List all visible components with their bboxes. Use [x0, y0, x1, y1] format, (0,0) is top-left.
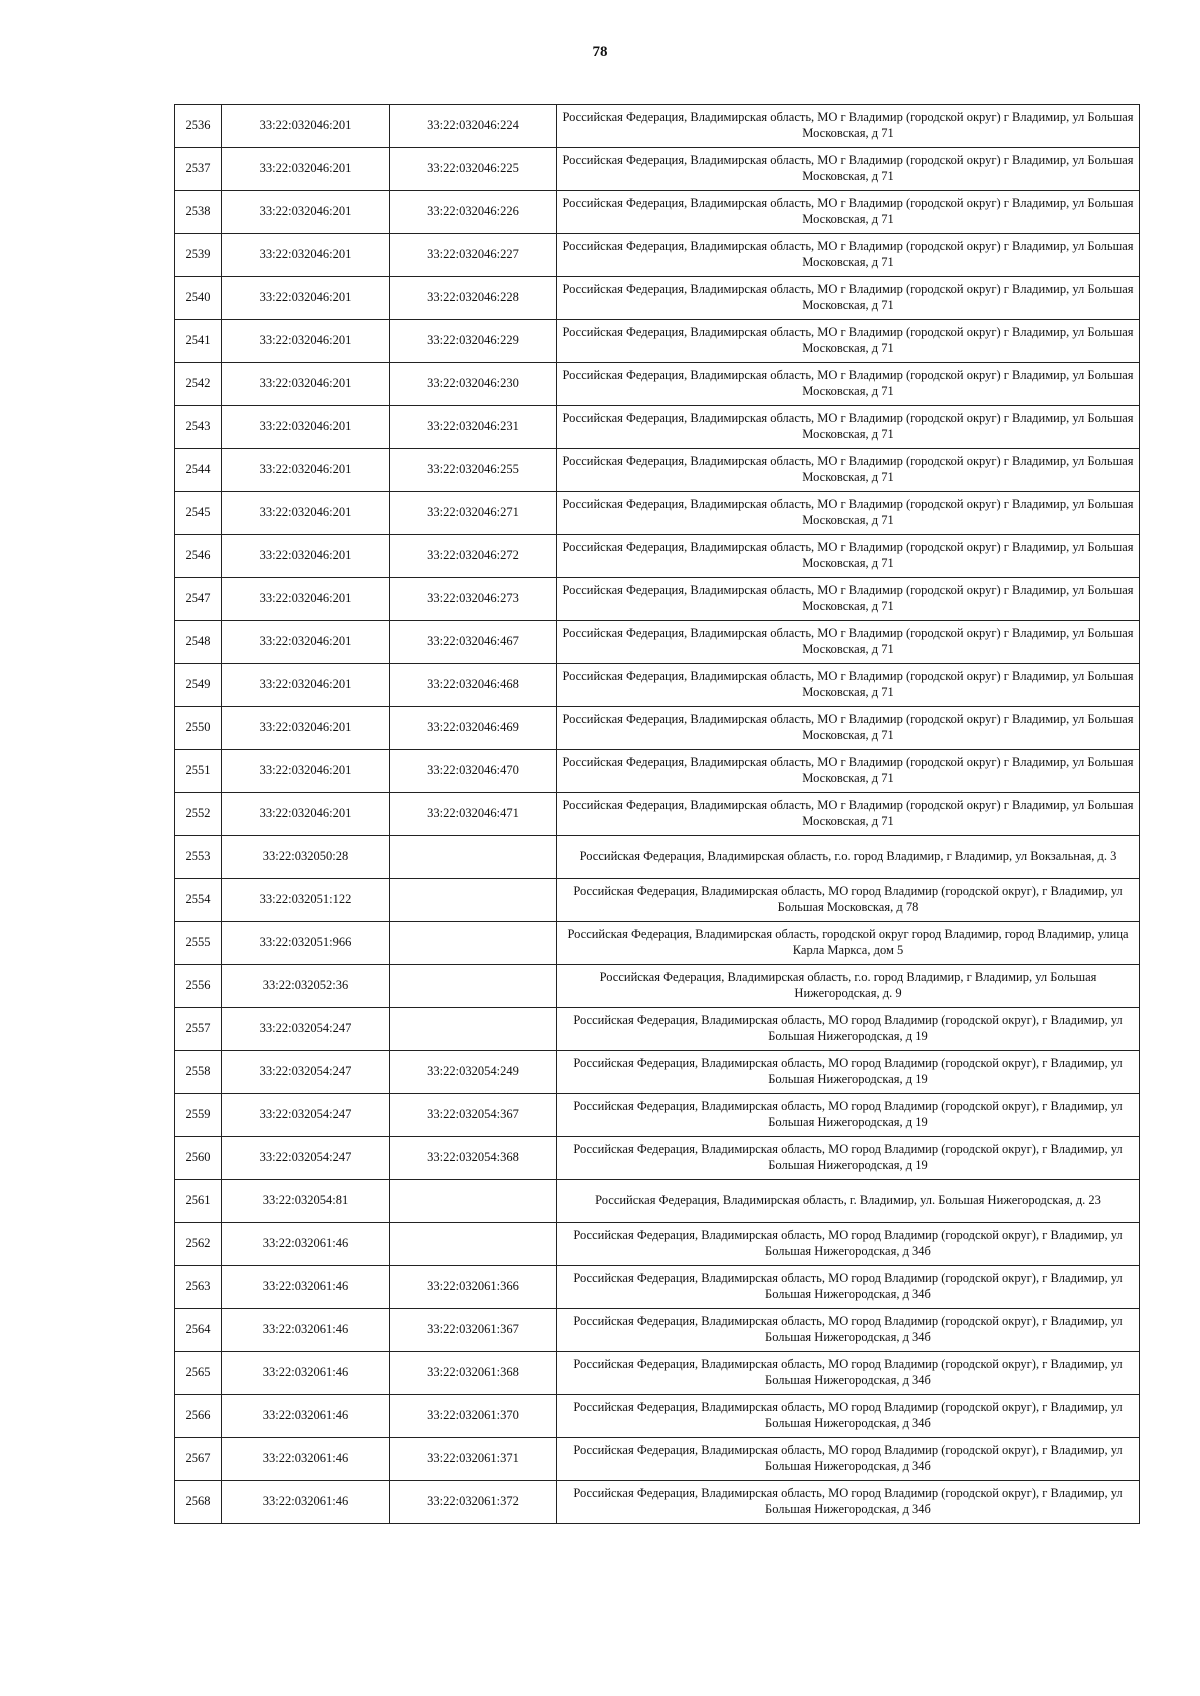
row-number: 2561 [175, 1180, 222, 1223]
table-row [175, 578, 1140, 621]
child-cadastral-number: 33:22:032054:367 [390, 1094, 557, 1137]
child-cadastral-number: 33:22:032046:271 [390, 492, 557, 535]
parent-cadastral-number: 33:22:032046:201 [222, 406, 390, 449]
address: Российская Федерация, Владимирская область, МО город Владимир (городской округ), г Владимир, ул Большая Нижегородская, д 19 [557, 1051, 1140, 1094]
address: Российская Федерация, Владимирская область, МО город Владимир (городской округ), г Владимир, ул Большая Нижегородская, д 19 [557, 1137, 1140, 1180]
child-cadastral-number [390, 965, 557, 1008]
address: Российская Федерация, Владимирская область, МО г Владимир (городской округ) г Владимир, ул Большая Московская, д 71 [557, 664, 1140, 707]
row-number: 2566 [175, 1395, 222, 1438]
address: Российская Федерация, Владимирская область, МО г Владимир (городской округ) г Владимир, ул Большая Московская, д 71 [557, 750, 1140, 793]
parent-cadastral-number: 33:22:032046:201 [222, 793, 390, 836]
row-number: 2554 [175, 879, 222, 922]
parent-cadastral-number: 33:22:032061:46 [222, 1309, 390, 1352]
row-number: 2538 [175, 191, 222, 234]
row-number: 2565 [175, 1352, 222, 1395]
child-cadastral-number: 33:22:032054:368 [390, 1137, 557, 1180]
child-cadastral-number: 33:22:032061:371 [390, 1438, 557, 1481]
table-row [175, 320, 1140, 363]
table-row [175, 105, 1140, 148]
parent-cadastral-number: 33:22:032046:201 [222, 492, 390, 535]
address: Российская Федерация, Владимирская область, МО г Владимир (городской округ) г Владимир, ул Большая Московская, д 71 [557, 191, 1140, 234]
address: Российская Федерация, Владимирская область, МО г Владимир (городской округ) г Владимир, ул Большая Московская, д 71 [557, 320, 1140, 363]
row-number: 2557 [175, 1008, 222, 1051]
row-number: 2552 [175, 793, 222, 836]
row-number: 2549 [175, 664, 222, 707]
child-cadastral-number: 33:22:032046:468 [390, 664, 557, 707]
row-number: 2564 [175, 1309, 222, 1352]
row-number: 2546 [175, 535, 222, 578]
child-cadastral-number [390, 1223, 557, 1266]
child-cadastral-number: 33:22:032061:368 [390, 1352, 557, 1395]
row-number: 2539 [175, 234, 222, 277]
parent-cadastral-number: 33:22:032054:247 [222, 1094, 390, 1137]
address: Российская Федерация, Владимирская область, г.о. город Владимир, г Владимир, ул Вокзальная, д. 3 [557, 836, 1140, 879]
table-row [175, 1051, 1140, 1094]
table-row [175, 793, 1140, 836]
page-number: 78 [592, 44, 608, 60]
address: Российская Федерация, Владимирская область, МО г Владимир (городской округ) г Владимир, ул Большая Московская, д 71 [557, 793, 1140, 836]
address: Российская Федерация, Владимирская область, МО г Владимир (городской округ) г Владимир, ул Большая Московская, д 71 [557, 148, 1140, 191]
child-cadastral-number [390, 922, 557, 965]
parent-cadastral-number: 33:22:032046:201 [222, 750, 390, 793]
table-row [175, 1438, 1140, 1481]
row-number: 2556 [175, 965, 222, 1008]
parent-cadastral-number: 33:22:032046:201 [222, 320, 390, 363]
address: Российская Федерация, Владимирская область, г.о. город Владимир, г Владимир, ул Большая Нижегородская, д. 9 [557, 965, 1140, 1008]
row-number: 2567 [175, 1438, 222, 1481]
address: Российская Федерация, Владимирская область, МО город Владимир (городской округ), г Владимир, ул Большая Нижегородская, д 34б [557, 1481, 1140, 1524]
address: Российская Федерация, Владимирская область, МО г Владимир (городской округ) г Владимир, ул Большая Московская, д 71 [557, 363, 1140, 406]
cadastral-registry-table [174, 104, 1140, 1524]
table-row [175, 922, 1140, 965]
address: Российская Федерация, Владимирская область, МО г Владимир (городской округ) г Владимир, ул Большая Московская, д 71 [557, 621, 1140, 664]
table-row [175, 1008, 1140, 1051]
row-number: 2548 [175, 621, 222, 664]
child-cadastral-number: 33:22:032046:230 [390, 363, 557, 406]
address: Российская Федерация, Владимирская область, МО г Владимир (городской округ) г Владимир, ул Большая Московская, д 71 [557, 492, 1140, 535]
parent-cadastral-number: 33:22:032061:46 [222, 1395, 390, 1438]
table-row [175, 1395, 1140, 1438]
child-cadastral-number: 33:22:032061:366 [390, 1266, 557, 1309]
parent-cadastral-number: 33:22:032046:201 [222, 363, 390, 406]
row-number: 2559 [175, 1094, 222, 1137]
address: Российская Федерация, Владимирская область, МО город Владимир (городской округ), г Владимир, ул Большая Московская, д 78 [557, 879, 1140, 922]
child-cadastral-number: 33:22:032046:467 [390, 621, 557, 664]
row-number: 2544 [175, 449, 222, 492]
row-number: 2537 [175, 148, 222, 191]
child-cadastral-number: 33:22:032061:367 [390, 1309, 557, 1352]
parent-cadastral-number: 33:22:032061:46 [222, 1438, 390, 1481]
child-cadastral-number: 33:22:032046:227 [390, 234, 557, 277]
child-cadastral-number: 33:22:032046:224 [390, 105, 557, 148]
address: Российская Федерация, Владимирская область, МО г Владимир (городской округ) г Владимир, ул Большая Московская, д 71 [557, 277, 1140, 320]
address: Российская Федерация, Владимирская область, МО г Владимир (городской округ) г Владимир, ул Большая Московская, д 71 [557, 578, 1140, 621]
table-row [175, 836, 1140, 879]
child-cadastral-number: 33:22:032061:370 [390, 1395, 557, 1438]
table-row [175, 965, 1140, 1008]
child-cadastral-number [390, 1008, 557, 1051]
address: Российская Федерация, Владимирская область, МО г Владимир (городской округ) г Владимир, ул Большая Московская, д 71 [557, 234, 1140, 277]
parent-cadastral-number: 33:22:032052:36 [222, 965, 390, 1008]
row-number: 2547 [175, 578, 222, 621]
parent-cadastral-number: 33:22:032046:201 [222, 105, 390, 148]
parent-cadastral-number: 33:22:032061:46 [222, 1266, 390, 1309]
parent-cadastral-number: 33:22:032046:201 [222, 449, 390, 492]
table-row [175, 191, 1140, 234]
row-number: 2541 [175, 320, 222, 363]
row-number: 2553 [175, 836, 222, 879]
parent-cadastral-number: 33:22:032046:201 [222, 664, 390, 707]
table-row [175, 621, 1140, 664]
parent-cadastral-number: 33:22:032046:201 [222, 148, 390, 191]
parent-cadastral-number: 33:22:032054:81 [222, 1180, 390, 1223]
registry-table-body [175, 105, 1140, 1524]
parent-cadastral-number: 33:22:032046:201 [222, 535, 390, 578]
row-number: 2550 [175, 707, 222, 750]
child-cadastral-number: 33:22:032046:226 [390, 191, 557, 234]
child-cadastral-number [390, 836, 557, 879]
address: Российская Федерация, Владимирская область, МО г Владимир (городской округ) г Владимир, ул Большая Московская, д 71 [557, 707, 1140, 750]
parent-cadastral-number: 33:22:032051:122 [222, 879, 390, 922]
parent-cadastral-number: 33:22:032050:28 [222, 836, 390, 879]
row-number: 2563 [175, 1266, 222, 1309]
parent-cadastral-number: 33:22:032051:966 [222, 922, 390, 965]
table-row [175, 492, 1140, 535]
parent-cadastral-number: 33:22:032061:46 [222, 1223, 390, 1266]
table-row [175, 1180, 1140, 1223]
parent-cadastral-number: 33:22:032046:201 [222, 707, 390, 750]
address: Российская Федерация, Владимирская область, МО город Владимир (городской округ), г Владимир, ул Большая Нижегородская, д 34б [557, 1352, 1140, 1395]
address: Российская Федерация, Владимирская область, МО город Владимир (городской округ), г Владимир, ул Большая Нижегородская, д 19 [557, 1094, 1140, 1137]
child-cadastral-number: 33:22:032046:231 [390, 406, 557, 449]
table-row [175, 363, 1140, 406]
row-number: 2551 [175, 750, 222, 793]
table-row [175, 750, 1140, 793]
child-cadastral-number: 33:22:032046:273 [390, 578, 557, 621]
table-row [175, 277, 1140, 320]
row-number: 2542 [175, 363, 222, 406]
address: Российская Федерация, Владимирская область, МО город Владимир (городской округ), г Владимир, ул Большая Нижегородская, д 34б [557, 1266, 1140, 1309]
parent-cadastral-number: 33:22:032061:46 [222, 1481, 390, 1524]
child-cadastral-number: 33:22:032046:229 [390, 320, 557, 363]
table-row [175, 148, 1140, 191]
address: Российская Федерация, Владимирская область, МО г Владимир (городской округ) г Владимир, ул Большая Московская, д 71 [557, 406, 1140, 449]
table-row [175, 1481, 1140, 1524]
child-cadastral-number: 33:22:032046:225 [390, 148, 557, 191]
row-number: 2560 [175, 1137, 222, 1180]
child-cadastral-number [390, 879, 557, 922]
child-cadastral-number [390, 1180, 557, 1223]
row-number: 2540 [175, 277, 222, 320]
address: Российская Федерация, Владимирская область, МО г Владимир (городской округ) г Владимир, ул Большая Московская, д 71 [557, 105, 1140, 148]
parent-cadastral-number: 33:22:032046:201 [222, 621, 390, 664]
row-number: 2568 [175, 1481, 222, 1524]
table-row [175, 1352, 1140, 1395]
address: Российская Федерация, Владимирская область, городской округ город Владимир, город Владимир, улица Карла Маркса, дом 5 [557, 922, 1140, 965]
table-row [175, 879, 1140, 922]
address: Российская Федерация, Владимирская область, МО город Владимир (городской округ), г Владимир, ул Большая Нижегородская, д 34б [557, 1438, 1140, 1481]
table-row [175, 1266, 1140, 1309]
address: Российская Федерация, Владимирская область, МО г Владимир (городской округ) г Владимир, ул Большая Московская, д 71 [557, 535, 1140, 578]
table-row [175, 1309, 1140, 1352]
address: Российская Федерация, Владимирская область, МО город Владимир (городской округ), г Владимир, ул Большая Нижегородская, д 34б [557, 1395, 1140, 1438]
address: Российская Федерация, Владимирская область, МО город Владимир (городской округ), г Владимир, ул Большая Нижегородская, д 34б [557, 1223, 1140, 1266]
address: Российская Федерация, Владимирская область, МО город Владимир (городской округ), г Владимир, ул Большая Нижегородская, д 19 [557, 1008, 1140, 1051]
parent-cadastral-number: 33:22:032054:247 [222, 1137, 390, 1180]
parent-cadastral-number: 33:22:032046:201 [222, 277, 390, 320]
parent-cadastral-number: 33:22:032046:201 [222, 191, 390, 234]
address: Российская Федерация, Владимирская область, МО г Владимир (городской округ) г Владимир, ул Большая Московская, д 71 [557, 449, 1140, 492]
child-cadastral-number: 33:22:032061:372 [390, 1481, 557, 1524]
row-number: 2555 [175, 922, 222, 965]
child-cadastral-number: 33:22:032046:471 [390, 793, 557, 836]
table-row [175, 1094, 1140, 1137]
parent-cadastral-number: 33:22:032054:247 [222, 1051, 390, 1094]
parent-cadastral-number: 33:22:032061:46 [222, 1352, 390, 1395]
child-cadastral-number: 33:22:032046:228 [390, 277, 557, 320]
table-row [175, 535, 1140, 578]
parent-cadastral-number: 33:22:032046:201 [222, 234, 390, 277]
parent-cadastral-number: 33:22:032054:247 [222, 1008, 390, 1051]
table-row [175, 1137, 1140, 1180]
child-cadastral-number: 33:22:032054:249 [390, 1051, 557, 1094]
child-cadastral-number: 33:22:032046:469 [390, 707, 557, 750]
child-cadastral-number: 33:22:032046:272 [390, 535, 557, 578]
address: Российская Федерация, Владимирская область, г. Владимир, ул. Большая Нижегородская, д. 23 [557, 1180, 1140, 1223]
row-number: 2536 [175, 105, 222, 148]
table-row [175, 449, 1140, 492]
table-row [175, 707, 1140, 750]
table-row [175, 406, 1140, 449]
child-cadastral-number: 33:22:032046:255 [390, 449, 557, 492]
table-row [175, 1223, 1140, 1266]
row-number: 2558 [175, 1051, 222, 1094]
child-cadastral-number: 33:22:032046:470 [390, 750, 557, 793]
row-number: 2543 [175, 406, 222, 449]
table-row [175, 664, 1140, 707]
address: Российская Федерация, Владимирская область, МО город Владимир (городской округ), г Владимир, ул Большая Нижегородская, д 34б [557, 1309, 1140, 1352]
row-number: 2545 [175, 492, 222, 535]
parent-cadastral-number: 33:22:032046:201 [222, 578, 390, 621]
row-number: 2562 [175, 1223, 222, 1266]
table-row [175, 234, 1140, 277]
